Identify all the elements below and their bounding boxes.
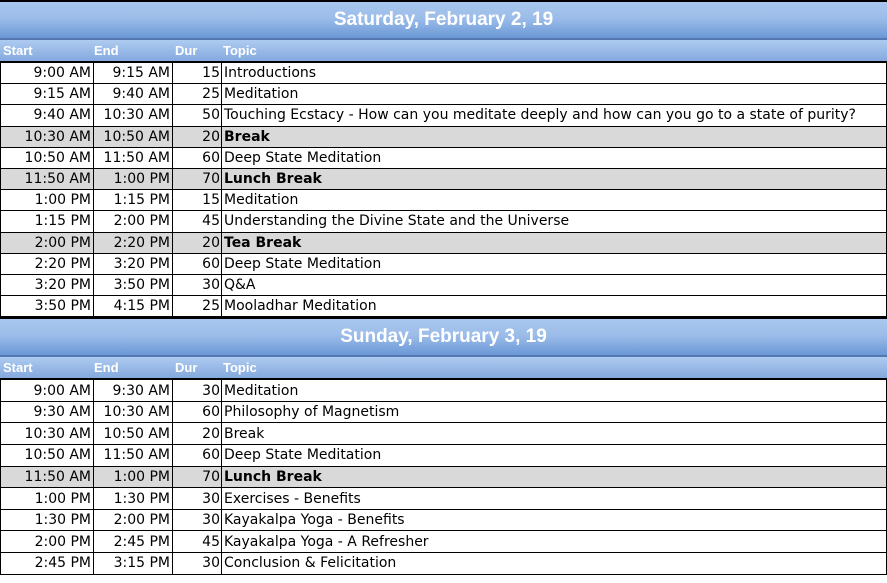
end-time-cell: 10:30 AM — [94, 105, 173, 125]
column-header-row — [0, 40, 887, 63]
duration-cell: 70 — [173, 467, 222, 488]
start-time-cell: 10:30 AM — [1, 423, 94, 444]
start-time-cell: 9:30 AM — [1, 402, 94, 423]
topic-cell: Introductions — [224, 65, 317, 82]
table-row — [0, 190, 887, 211]
duration-cell: 30 — [173, 553, 222, 574]
start-time-cell: 9:00 AM — [1, 63, 94, 83]
topic-cell: Meditation — [224, 86, 299, 103]
start-time-cell: 3:20 PM — [1, 275, 94, 295]
table-row — [0, 148, 887, 169]
table-row — [0, 445, 887, 467]
table-row — [0, 510, 887, 532]
duration-cell: 15 — [173, 190, 222, 210]
column-header-dur: Dur — [175, 43, 198, 58]
table-row — [0, 211, 887, 232]
topic-cell: Kayakalpa Yoga - A Refresher — [224, 533, 429, 550]
end-time-cell: 10:50 AM — [94, 127, 173, 147]
end-time-cell: 3:15 PM — [94, 553, 173, 574]
topic-cell: Kayakalpa Yoga - Benefits — [224, 512, 405, 529]
topic-cell: Q&A — [224, 276, 256, 293]
day-section — [0, 317, 887, 574]
duration-cell: 25 — [173, 84, 222, 104]
start-time-cell: 10:50 AM — [1, 148, 94, 168]
day-title: Saturday, February 2, 19 — [0, 0, 887, 40]
column-header-topic: Topic — [223, 360, 257, 376]
table-row — [0, 233, 887, 254]
end-time-cell: 2:20 PM — [94, 233, 173, 253]
end-time-cell: 9:30 AM — [94, 380, 173, 401]
topic-cell: Meditation — [224, 192, 299, 209]
start-time-cell: 1:00 PM — [1, 488, 94, 509]
end-time-cell: 3:50 PM — [94, 275, 173, 295]
topic-cell: Exercises - Benefits — [224, 490, 361, 507]
end-time-cell: 1:00 PM — [94, 467, 173, 488]
day-title: Sunday, February 3, 19 — [0, 317, 887, 357]
column-header-dur: Dur — [175, 360, 198, 376]
duration-cell: 45 — [173, 531, 222, 552]
table-row — [0, 402, 887, 424]
column-header-end: End — [94, 360, 119, 376]
table-row — [0, 275, 887, 296]
table-row — [0, 296, 887, 317]
topic-cell: Deep State Meditation — [224, 447, 382, 464]
duration-cell: 25 — [173, 296, 222, 316]
table-row — [0, 488, 887, 510]
end-time-cell: 4:15 PM — [94, 296, 173, 316]
table-row — [0, 553, 887, 575]
end-time-cell: 2:00 PM — [94, 211, 173, 231]
duration-cell: 30 — [173, 380, 222, 401]
start-time-cell: 1:00 PM — [1, 190, 94, 210]
duration-cell: 60 — [173, 402, 222, 423]
start-time-cell: 9:40 AM — [1, 105, 94, 125]
end-time-cell: 9:40 AM — [94, 84, 173, 104]
column-header-start: Start — [3, 43, 33, 58]
end-time-cell: 1:15 PM — [94, 190, 173, 210]
start-time-cell: 1:30 PM — [1, 510, 94, 531]
duration-cell: 60 — [173, 148, 222, 168]
table-row — [0, 380, 887, 402]
topic-cell: Mooladhar Meditation — [224, 298, 377, 315]
start-time-cell: 2:20 PM — [1, 254, 94, 274]
start-time-cell: 9:15 AM — [1, 84, 94, 104]
end-time-cell: 2:45 PM — [94, 531, 173, 552]
column-header-end: End — [94, 43, 119, 58]
table-row — [0, 127, 887, 148]
start-time-cell: 2:00 PM — [1, 233, 94, 253]
table-row — [0, 254, 887, 275]
duration-cell: 60 — [173, 254, 222, 274]
start-time-cell: 10:50 AM — [1, 445, 94, 466]
duration-cell: 60 — [173, 445, 222, 466]
table-row — [0, 531, 887, 553]
topic-cell: Break — [224, 128, 270, 145]
column-header-row — [0, 357, 887, 380]
topic-cell: Lunch Break — [224, 468, 322, 485]
start-time-cell: 9:00 AM — [1, 380, 94, 401]
duration-cell: 20 — [173, 233, 222, 253]
end-time-cell: 11:50 AM — [94, 445, 173, 466]
topic-cell: Conclusion & Felicitation — [224, 555, 397, 572]
duration-cell: 30 — [173, 510, 222, 531]
duration-cell: 50 — [173, 105, 222, 125]
table-row — [0, 467, 887, 489]
duration-cell: 45 — [173, 211, 222, 231]
duration-cell: 30 — [173, 275, 222, 295]
end-time-cell: 2:00 PM — [94, 510, 173, 531]
duration-cell: 30 — [173, 488, 222, 509]
table-row — [0, 105, 887, 126]
start-time-cell: 2:00 PM — [1, 531, 94, 552]
topic-cell: Break — [224, 425, 265, 442]
start-time-cell: 1:15 PM — [1, 211, 94, 231]
topic-cell: Lunch Break — [224, 171, 322, 188]
duration-cell: 20 — [173, 423, 222, 444]
end-time-cell: 9:15 AM — [94, 63, 173, 83]
table-row — [0, 169, 887, 190]
duration-cell: 20 — [173, 127, 222, 147]
start-time-cell: 11:50 AM — [1, 169, 94, 189]
column-header-topic: Topic — [223, 43, 257, 58]
topic-cell: Deep State Meditation — [224, 149, 382, 166]
topic-cell: Deep State Meditation — [224, 255, 382, 272]
duration-cell: 70 — [173, 169, 222, 189]
topic-cell: Tea Break — [224, 234, 302, 251]
topic-cell: Understanding the Divine State and the Universe — [224, 213, 570, 230]
start-time-cell: 10:30 AM — [1, 127, 94, 147]
topic-cell: Philosophy of Magnetism — [224, 404, 400, 421]
start-time-cell: 2:45 PM — [1, 553, 94, 574]
end-time-cell: 10:30 AM — [94, 402, 173, 423]
topic-cell: Touching Ecstacy - How can you meditate deeply and how can you go to a state of purity? — [224, 107, 856, 124]
table-row — [0, 63, 887, 84]
start-time-cell: 11:50 AM — [1, 467, 94, 488]
duration-cell: 15 — [173, 63, 222, 83]
topic-cell: Meditation — [224, 382, 299, 399]
end-time-cell: 10:50 AM — [94, 423, 173, 444]
end-time-cell: 1:00 PM — [94, 169, 173, 189]
table-row — [0, 84, 887, 105]
start-time-cell: 3:50 PM — [1, 296, 94, 316]
end-time-cell: 1:30 PM — [94, 488, 173, 509]
table-row — [0, 423, 887, 445]
end-time-cell: 3:20 PM — [94, 254, 173, 274]
end-time-cell: 11:50 AM — [94, 148, 173, 168]
column-header-start: Start — [3, 360, 33, 376]
